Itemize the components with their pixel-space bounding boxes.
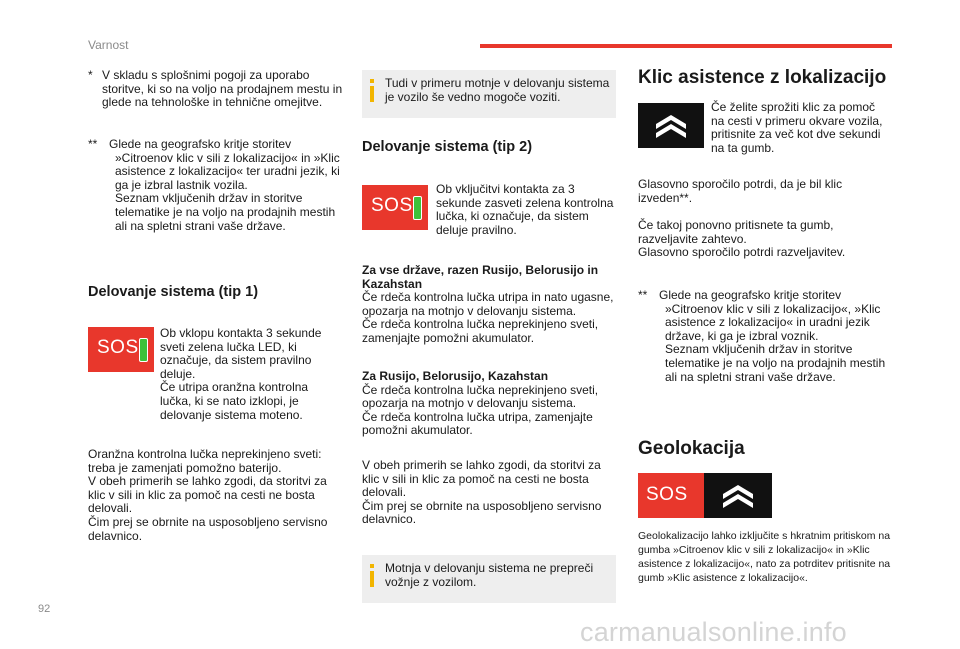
watermark: carmanualsonline.info	[580, 617, 847, 647]
type2-para-1: Ob vključitvi kontakta za 3 sekunde zasveti zelena kontrolna lučka, ki označuje, da sistem deluje pravilno.	[436, 182, 614, 237]
heading-system-type-2: Delovanje sistema (tip 2)	[362, 139, 533, 155]
info-icon	[370, 564, 374, 568]
page-number: 92	[38, 603, 51, 615]
heading-assistance-call: Klic asistence z lokalizacijo	[638, 67, 887, 88]
assistance-button	[638, 103, 704, 148]
assistance-para-1: Če želite sprožiti klic za pomoč na cesti v primeru okvare vozila, pritisnite za več kot dve sekundi na ta gumb.	[711, 100, 883, 155]
type1-para-5: Čim prej se obrnite na usposobljeno servisno delavnico.	[88, 514, 328, 543]
type2-sub2-b: Če rdeča kontrolna lučka utripa, zamenjajte pomožni akumulator.	[362, 409, 593, 438]
type1-para-3: Oranžna kontrolna lučka neprekinjeno sveti: treba je zamenjati pomožno baterijo.	[88, 447, 322, 475]
sos-indicator-type-1	[88, 327, 154, 372]
assistance-button-small	[704, 473, 772, 518]
type1-para-1: Ob vklopu kontakta 3 sekunde sveti zelena lučka LED, ki označuje, da sistem pravilno deluje.	[160, 326, 322, 381]
assistance-footnote: ** Glede na geografsko kritje storitev »Citroenov klic v sili z lokalizacijo«, »Klic asistence z lokalizacijo« in uradni jezik države, ki ga je izbral voznik. Seznam vključenih držav in storitve telematike je na voljo na prodajnih mestih ali na spletni strani vaše države.	[638, 288, 886, 384]
green-led-icon	[139, 338, 148, 362]
assistance-para-4: Glasovno sporočilo potrdi razveljavitev.	[638, 245, 846, 260]
type2-sub1-a: Če rdeča kontrolna lučka utripa in nato ugasne, opozarja na motnjo v delovanju sistema.	[362, 290, 614, 318]
geolocation-buttons	[638, 473, 772, 518]
type2-sub1-b: Če rdeča kontrolna lučka neprekinjeno sveti, zamenjajte pomožni akumulator.	[362, 317, 599, 345]
info-icon	[370, 79, 374, 83]
info-box-1: Tudi v primeru motnje v delovanju sistema je vozilo še vedno mogoče voziti.	[362, 70, 616, 118]
assistance-para-2: Glasovno sporočilo potrdi, da je bil klic izveden**.	[638, 177, 843, 205]
subheading-all-countries: Za vse države, razen Rusijo, Belorusijo in Kazahstan	[362, 263, 599, 291]
citroen-chevrons-icon	[704, 473, 772, 518]
type2-para-3: Čim prej se obrnite na usposobljeno servisno delavnico.	[362, 498, 602, 527]
type1-para-4: V obeh primerih se lahko zgodi, da storitvi za klic v sili in klic za pomoč na cesti ne bosta delovali.	[88, 474, 327, 516]
sos-indicator-type-2	[362, 185, 428, 230]
info-box-2: Motnja v delovanju sistema ne prepreči vožnje z vozilom.	[362, 555, 616, 603]
assistance-para-3: Če takoj ponovno pritisnete ta gumb, razveljavite zahtevo.	[638, 218, 834, 246]
heading-system-type-1: Delovanje sistema (tip 1)	[88, 284, 259, 300]
type2-para-2: V obeh primerih se lahko zgodi, da storitvi za klic v sili in klic za pomoč na cesti ne bosta delovali.	[362, 458, 601, 500]
heading-geolocation: Geolokacija	[638, 438, 745, 459]
geolocation-para: Geolokalizacijo lahko izključite s hkratnim pritiskom na gumba »Citroenov klic v sili z lokalizacijo« in »Klic asistence z lokalizacijo«, nato za potrditev pritisnite na gumb »Klic asistence z lokalizacijo«.	[638, 530, 891, 584]
citroen-chevrons-icon	[638, 103, 704, 148]
section-title: Varnost	[88, 38, 129, 52]
header-accent-bar	[480, 44, 892, 48]
green-led-icon	[413, 196, 422, 220]
footnote-double-star: ** Glede na geografsko kritje storitev »Citroenov klic v sili z lokalizacijo« in »Klic asistence z lokalizacijo« ter uradni jezik, ki ga je izbral lastnik vozila. Seznam vključenih držav in storitve telematike je na voljo na prodajnih mestih ali na spletni strani vaše države.	[88, 137, 340, 233]
footnote-single-star: * V skladu s splošnimi pogoji za uporabo storitve, ki so na voljo na prodajnem mestu in glede na tehnološke in tehnične omejitve.	[88, 68, 343, 110]
sos-label: SOS	[371, 195, 413, 216]
type1-para-2: Če utripa oranžna kontrolna lučka, ki se nato izklopi, je delovanje sistema moteno.	[160, 380, 309, 422]
subheading-russia: Za Rusijo, Belorusijo, Kazahstan	[362, 369, 549, 383]
sos-label: SOS	[97, 337, 139, 358]
sos-button: SOS	[638, 473, 704, 518]
type2-sub2-a: Če rdeča kontrolna lučka neprekinjeno sveti, opozarja na motnjo v delovanju sistema.	[362, 382, 599, 411]
